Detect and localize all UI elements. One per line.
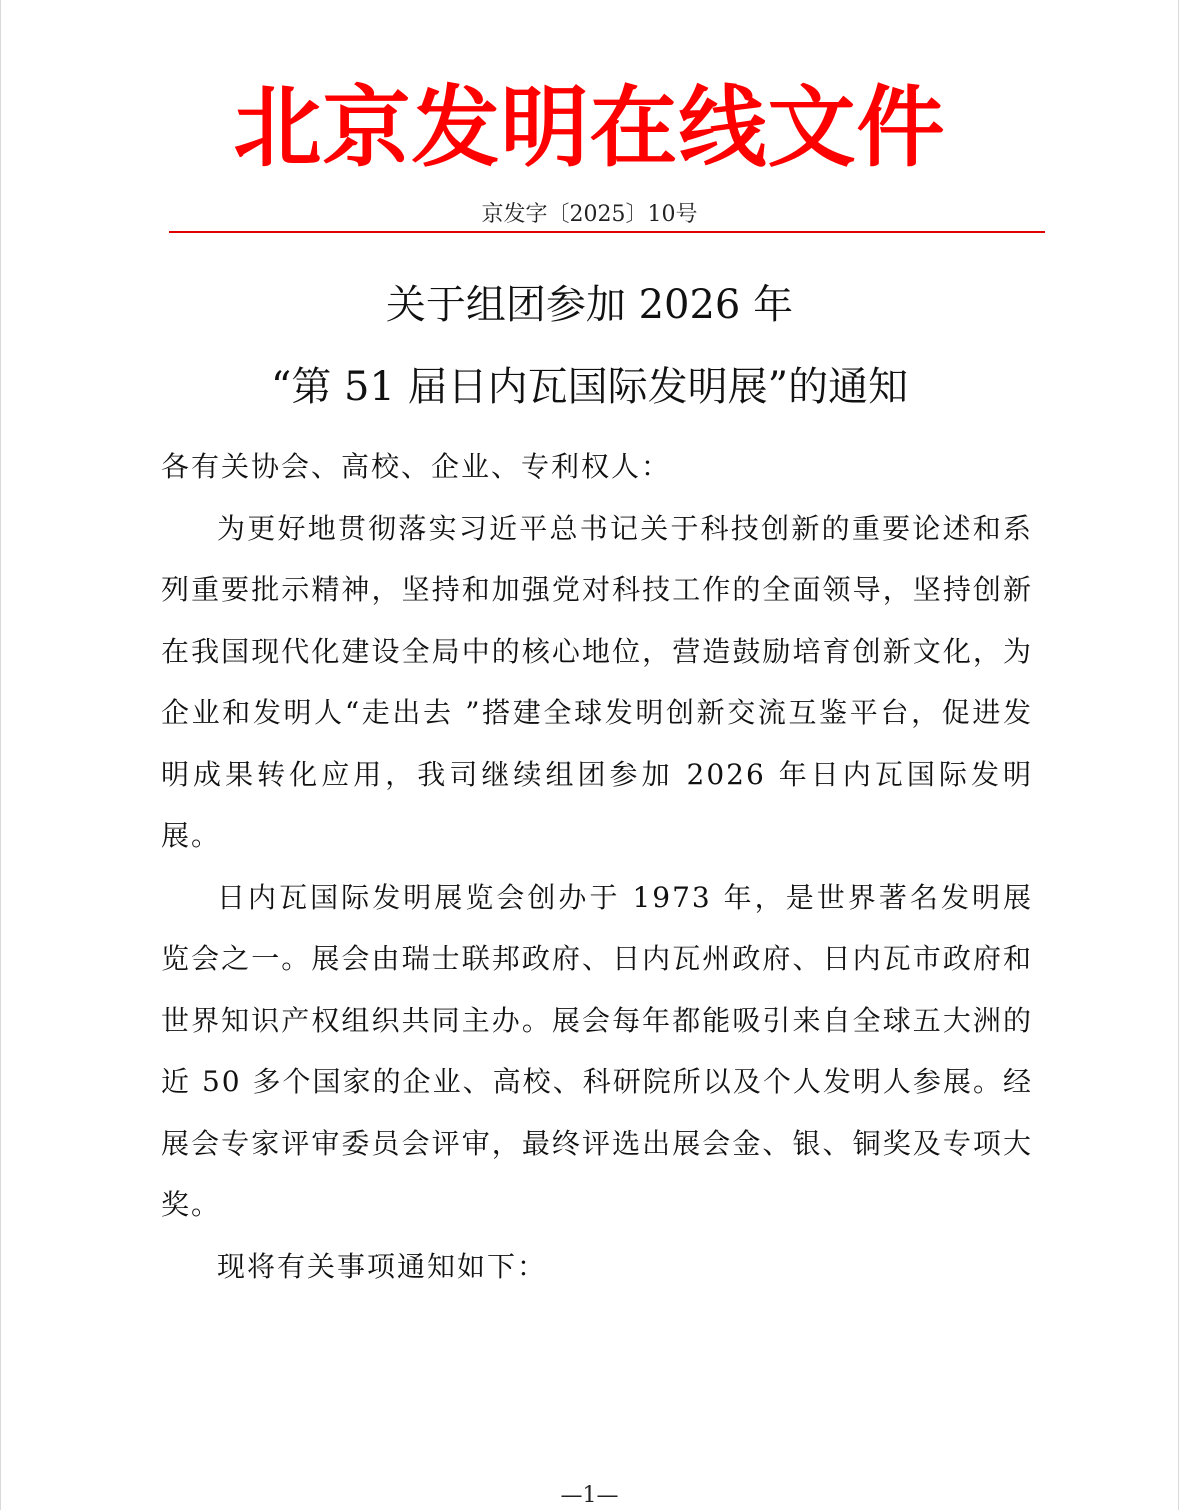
- salutation: 各有关协会、高校、企业、专利权人：: [161, 450, 672, 483]
- page-number: —1—: [560, 1483, 619, 1508]
- document-number: 京发字〔2025〕10号: [481, 202, 698, 227]
- red-divider-line: [169, 231, 1045, 233]
- document-body: [161, 436, 1033, 1297]
- notice-title-line-2: “第 51 届日内瓦国际发明展”的通知: [270, 364, 909, 410]
- body-paragraph-1: 为更好地贯彻落实习近平总书记关于科技创新的重要论述和系列重要批示精神，坚持和加强党对科技工作的全面领导，坚持创新在我国现代化建设全局中的核心地位，营造鼓励培育创新文化，为企业和发明人“走出去 ”搭建全球发明创新交流互鉴平台，促进发明成果转化应用，我司继续组团参加 2026 年日内瓦国际发明展。: [161, 511, 1033, 852]
- body-paragraph-3: 现将有关事项通知如下：: [217, 1249, 548, 1283]
- masthead-title: 北京发明在线文件: [233, 76, 946, 179]
- body-paragraph-2: 日内瓦国际发明展览会创办于 1973 年，是世界著名发明展览会之一。展会由瑞士联邦政府、日内瓦州政府、日内瓦市政府和世界知识产权组织共同主办。展会每年都能吸引来自全球五大洲的近 50 多个国家的企业、高校、科研院所以及个人发明人参展。经展会专家评审委员会评审，最终评选出展会金、银、铜奖及专项大奖。: [161, 880, 1033, 1221]
- notice-title-line-1: 关于组团参加 2026 年: [385, 282, 794, 328]
